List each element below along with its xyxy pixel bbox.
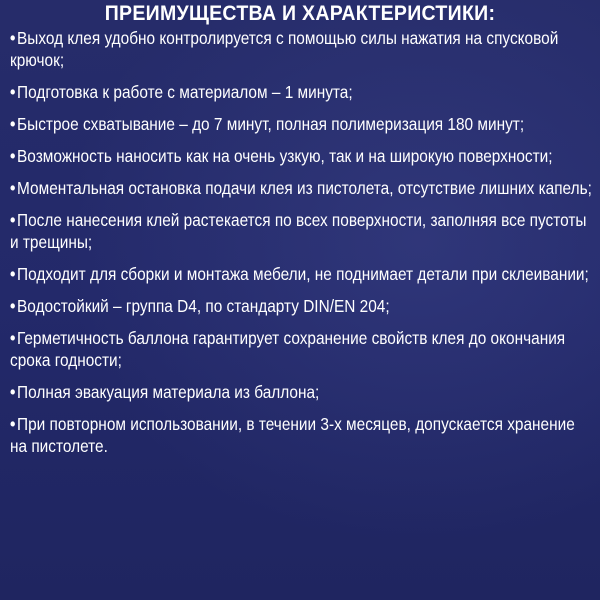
bullet-icon: •: [10, 178, 16, 198]
bullet-icon: •: [10, 382, 16, 402]
feature-text: Герметичность баллона гарантирует сохранение свойств клея до окончания срока годности;: [10, 328, 566, 370]
feature-item: [10, 209, 595, 253]
bullet-icon: •: [10, 264, 16, 284]
bullet-icon: •: [10, 114, 16, 134]
feature-text: Полная эвакуация материала из баллона;: [17, 382, 320, 402]
bullet-icon: •: [10, 210, 16, 230]
feature-text: После нанесения клей растекается по всех поверхности, заполняя все пустоты и трещины;: [10, 210, 587, 252]
feature-text: Возможность наносить как на очень узкую, так и на широкую поверхности;: [17, 146, 553, 166]
bullet-icon: •: [10, 414, 16, 434]
feature-text: Водостойкий – группа D4, по стандарту DIN/EN 204;: [17, 296, 390, 316]
feature-item: [10, 327, 595, 371]
feature-text: Быстрое схватывание – до 7 минут, полная полимеризация 180 минут;: [17, 114, 525, 134]
feature-item: [10, 177, 595, 199]
feature-text: Выход клея удобно контролируется с помощью силы нажатия на спусковой крючок;: [10, 28, 559, 70]
feature-item: [10, 145, 595, 167]
feature-text: Подготовка к работе с материалом – 1 минута;: [17, 82, 353, 102]
bullet-icon: •: [10, 146, 16, 166]
bullet-icon: •: [10, 82, 16, 102]
bullet-icon: •: [10, 296, 16, 316]
feature-item: [10, 113, 595, 135]
bullet-icon: •: [10, 328, 16, 348]
feature-item: [10, 381, 595, 403]
bullet-icon: •: [10, 28, 16, 48]
feature-item: [10, 263, 595, 285]
features-heading: ПРЕИМУЩЕСТВА И ХАРАКТЕРИСТИКИ:: [104, 2, 496, 25]
feature-text: При повторном использовании, в течении 3-х месяцев, допускается хранение на пистолете.: [10, 414, 575, 456]
feature-item: [10, 413, 595, 457]
feature-item: [10, 81, 595, 103]
feature-item: [10, 295, 595, 317]
feature-text: Подходит для сборки и монтажа мебели, не поднимает детали при склеивании;: [17, 264, 589, 284]
feature-item: [10, 27, 595, 71]
feature-text: Моментальная остановка подачи клея из пистолета, отсутствие лишних капель;: [17, 178, 592, 198]
features-list: [10, 27, 600, 467]
